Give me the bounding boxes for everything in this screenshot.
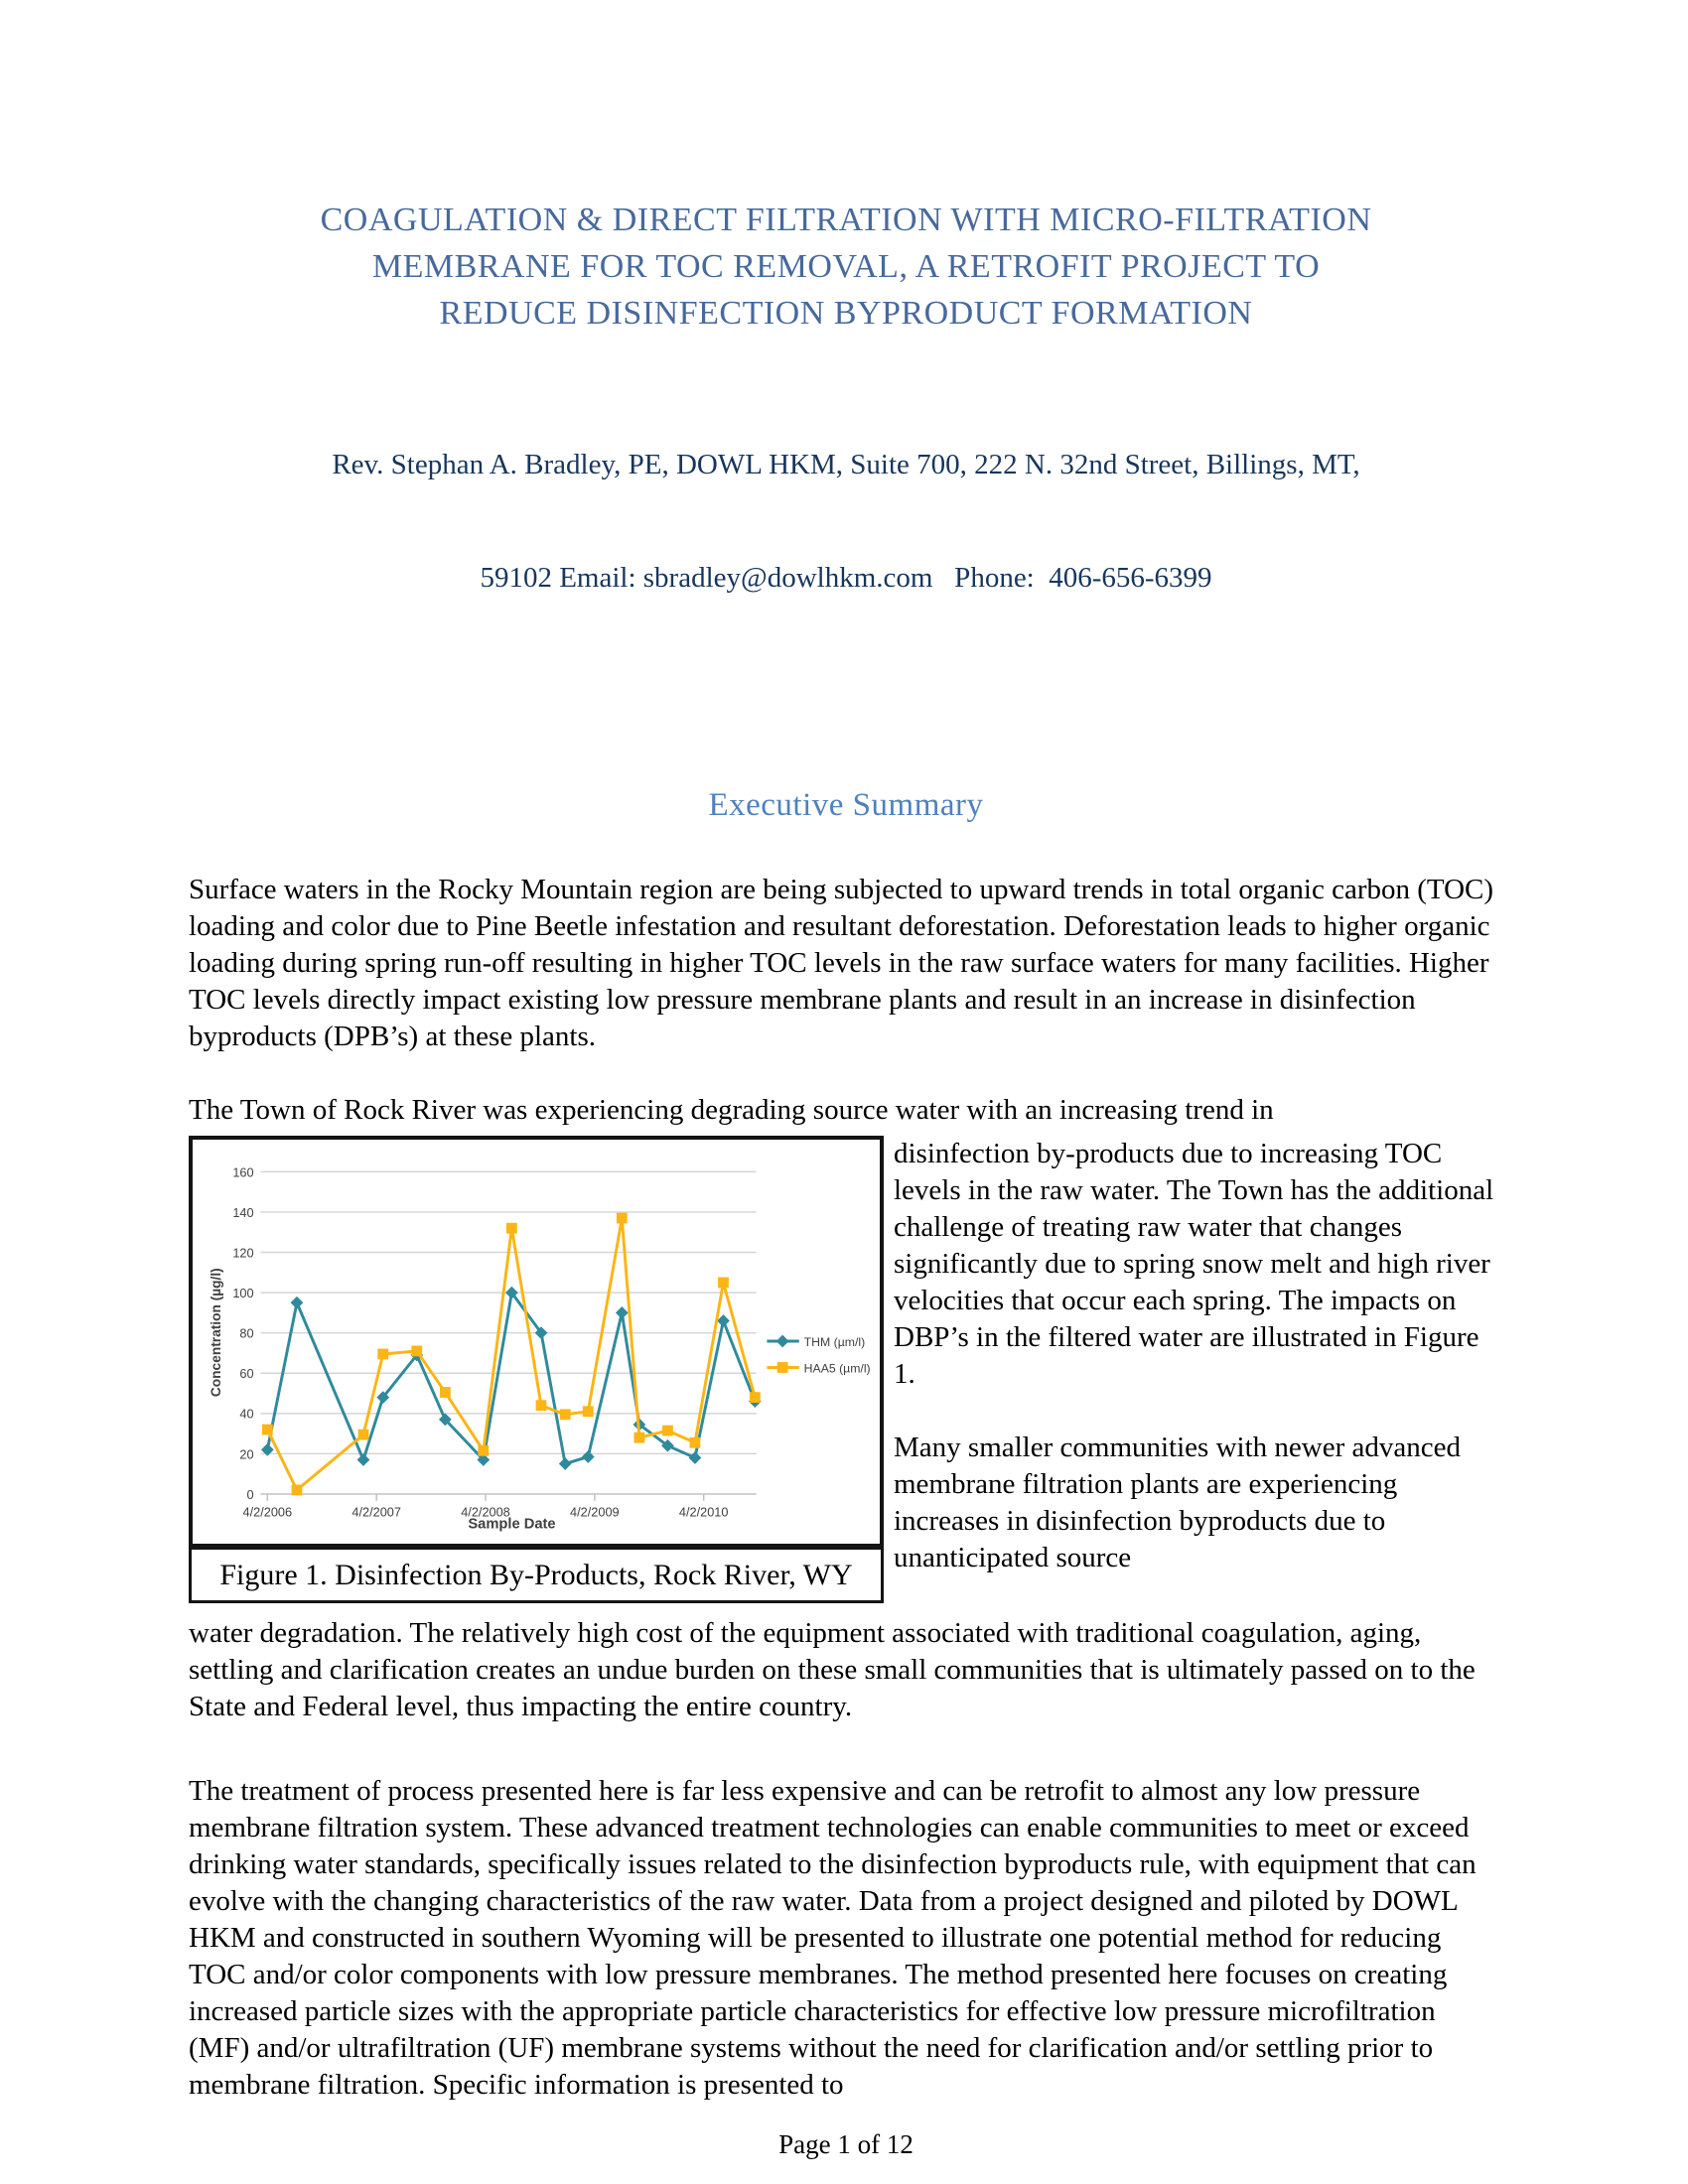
svg-text:160: 160 [232,1164,254,1180]
section-heading: Executive Summary [708,787,984,823]
svg-text:100: 100 [232,1285,254,1300]
paragraph-rock-river-right-a: disinfection by-products due to increasing TOC levels in the raw water. The Town has the additional challenge of treating raw water that changes significantly due to spring snow melt and high river velocities that occur each spring. The impacts on DBP’s in the filtered water are illustrated in Figure 1. [894,1138,1494,1390]
page-title [189,197,1503,337]
svg-text:60: 60 [239,1366,254,1382]
dbp-line-chart [193,1140,880,1544]
svg-text:0: 0 [246,1486,254,1502]
svg-text:4/2/2008: 4/2/2008 [461,1504,510,1520]
author-line-2: 59102 Email: sbradley@dowlhkm.com Phone: 406-656-6399 [480,562,1212,594]
figure-1-caption: Figure 1. Disinfection By-Products, Rock River, WY [189,1547,884,1603]
paragraph-rock-river-intro: The Town of Rock River was experiencing degrading source water with an increasing trend in [189,1094,1274,1126]
svg-text:4/2/2006: 4/2/2006 [242,1504,293,1520]
page-number: Page 1 of 12 [778,2129,914,2159]
svg-text:THM (µm/l): THM (µm/l) [803,1334,866,1349]
paragraph-water-degradation: water degradation. The relatively high cost of the equipment associated with traditional coagulation, aging, settling and clarification creates an undue burden on these small communities that is ultimately passed on to the State and Federal level, thus impacting the entire country. [189,1617,1476,1722]
figure-1-chart-frame [189,1136,884,1548]
svg-text:Sample Date: Sample Date [468,1516,556,1533]
paragraph-many-communities: Many smaller communities with newer advanced membrane filtration plants are experiencing increases in disinfection byproducts due to unanticipated source [894,1432,1461,1573]
svg-text:Concentration (µg/l): Concentration (µg/l) [209,1268,224,1398]
svg-text:4/2/2009: 4/2/2009 [570,1504,620,1520]
svg-text:40: 40 [239,1406,254,1422]
figure-text-row [189,1136,1503,1603]
svg-text:120: 120 [232,1245,254,1261]
paragraph-treatment-process: The treatment of process presented here is far less expensive and can be retrofit to almost any low pressure membrane filtration system. These advanced treatment technologies can enable communities to meet or exceed drinking water standards, specifically issues related to the disinfection byproducts rule, with equipment that can evolve with the changing characteristics of the raw water. Data from a project designed and piloted by DOWL HKM and constructed in southern Wyoming will be presented to illustrate one potential method for reducing TOC and/or color components with low pressure membranes. The method presented here focuses on creating increased particle sizes with the appropriate particle characteristics for effective low pressure microfiltration (MF) and/or ultrafiltration (UF) membrane systems without the need for clarification and/or settling prior to membrane filtration. Specific information is presented to [189,1775,1477,2101]
svg-text:HAA5 (µm/l): HAA5 (µm/l) [803,1361,871,1376]
svg-text:80: 80 [239,1325,254,1341]
title-line-3: REDUCE DISINFECTION BYPRODUCT FORMATION [439,295,1253,332]
author-block [189,370,1503,672]
svg-text:140: 140 [232,1204,254,1220]
title-line-1: COAGULATION & DIRECT FILTRATION WITH MICRO-FILTRATION [320,202,1372,238]
svg-text:4/2/2007: 4/2/2007 [352,1504,401,1520]
title-line-2: MEMBRANE FOR TOC REMOVAL, A RETROFIT PROJECT TO [371,248,1321,285]
author-line-1: Rev. Stephan A. Bradley, PE, DOWL HKM, Suite 700, 222 N. 32nd Street, Billings, MT, [332,449,1360,480]
svg-text:20: 20 [239,1446,254,1462]
paragraph-surface-waters: Surface waters in the Rocky Mountain region are being subjected to upward trends in total organic carbon (TOC) loading and color due to Pine Beetle infestation and resultant deforestation. Deforestation leads to higher organic loading during spring run-off resulting in higher TOC levels in the raw surface waters for many facilities. Higher TOC levels directly impact existing low pressure membrane plants and result in an increase in disinfection byproducts (DPB’s) at these plants. [189,874,1494,1052]
figure-1 [189,1136,884,1603]
wrap-text-column [894,1136,1495,1576]
svg-text:4/2/2010: 4/2/2010 [678,1504,729,1520]
